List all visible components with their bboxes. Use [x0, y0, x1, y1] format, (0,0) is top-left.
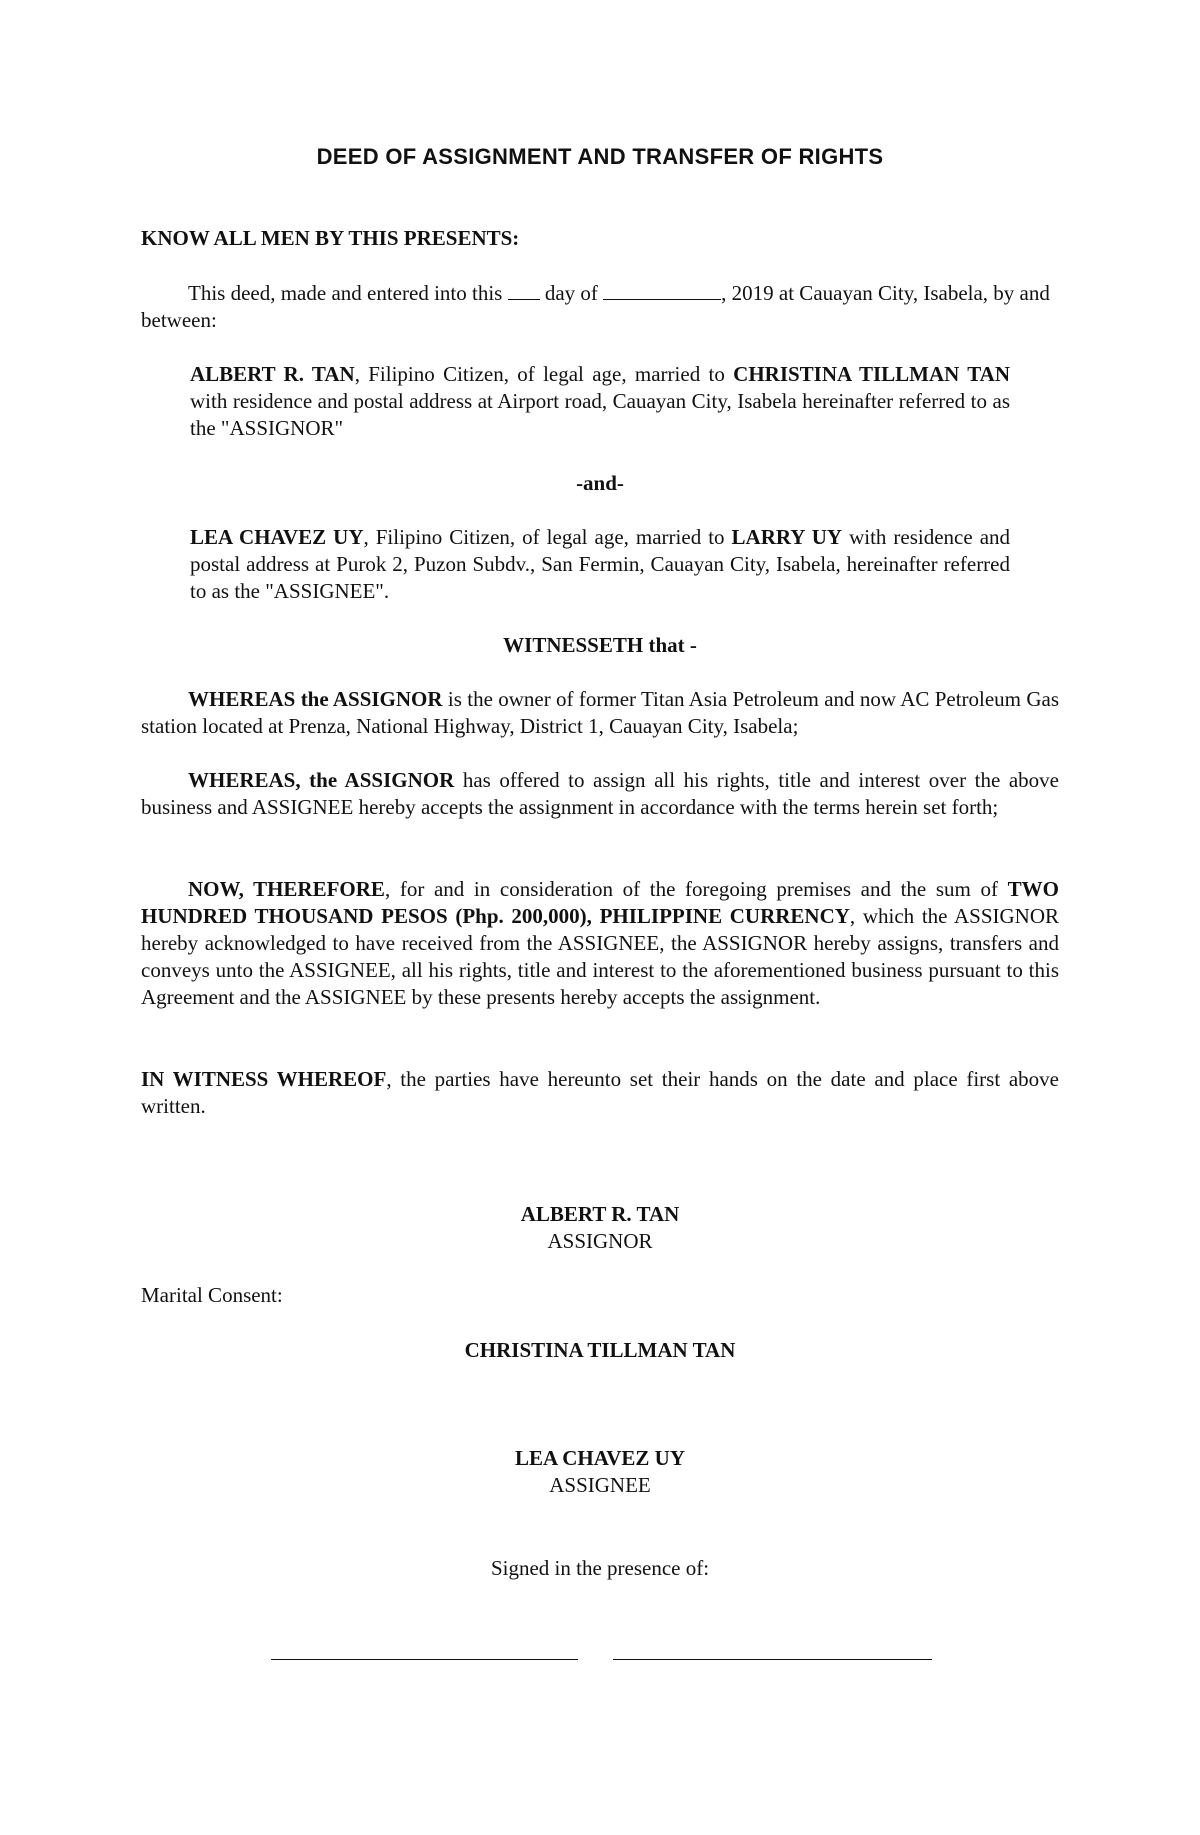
assignee-text-2: with residence and postal address at Purok 2, Puzon Subdv., San Fermin, Cauayan City, Isabela, hereinafter referred to as the "ASSIGNEE". [190, 525, 1011, 603]
intro-text-1: This deed, made and entered into this [188, 281, 503, 305]
in-witness-lead: IN WITNESS WHEREOF [141, 1067, 387, 1091]
and-separator: -and- [576, 471, 624, 495]
signed-presence-label: Signed in the presence of: [490, 1556, 710, 1580]
assignor-party-paragraph [190, 361, 1010, 442]
witness-signature-line-1 [271, 1659, 578, 1660]
assignor-name: ALBERT R. TAN [190, 362, 355, 386]
day-blank [508, 281, 540, 300]
witness-signature-line-2 [613, 1659, 932, 1660]
intro-text-3: , 2019 at Cauayan City, Isabela, by and between: [141, 281, 1050, 332]
whereas1-text: is the owner of former Titan Asia Petroleum and now AC Petroleum Gas station located at Prenza, National Highway, District 1, Cauayan City, Isabela; [141, 687, 1060, 738]
document-title: DEED OF ASSIGNMENT AND TRANSFER OF RIGHTS [316, 144, 884, 169]
assignor-signature-role: ASSIGNOR [547, 1229, 653, 1253]
spouse-signature-name: CHRISTINA TILLMAN TAN [464, 1338, 736, 1362]
whereas2-lead: WHEREAS, the ASSIGNOR [188, 768, 455, 792]
assignee-spouse-name: LARRY UY [731, 525, 843, 549]
assignee-name: LEA CHAVEZ UY [190, 525, 364, 549]
assignor-text-2: with residence and postal address at Airport road, Cauayan City, Isabela hereinafter referred to as the "ASSIGNOR" [190, 389, 1010, 440]
assignor-signature-name: ALBERT R. TAN [520, 1202, 680, 1226]
whereas2-text: has offered to assign all his rights, title and interest over the above business and ASSIGNEE hereby accepts the assignment in accordance with the terms herein set forth; [141, 768, 1060, 819]
whereas-paragraph-1 [141, 686, 1059, 740]
now-therefore-paragraph [141, 876, 1059, 1011]
assignee-text-1: , Filipino Citizen, of legal age, married to [363, 525, 725, 549]
intro-paragraph [141, 280, 1059, 334]
intro-text-2: day of [544, 281, 598, 305]
assignor-text-1: , Filipino Citizen, of legal age, married to [354, 362, 725, 386]
in-witness-paragraph [141, 1066, 1059, 1120]
now-therefore-text-1: , for and in consideration of the foregoing premises and the sum of [384, 877, 999, 901]
whereas1-lead: WHEREAS the ASSIGNOR [188, 687, 443, 711]
month-blank [603, 281, 721, 300]
witnesseth-heading: WITNESSETH that - [503, 633, 697, 657]
consideration-amount: TWO HUNDRED THOUSAND PESOS (Php. 200,000), PHILIPPINE CURRENCY [141, 877, 1059, 928]
assignor-spouse-name: CHRISTINA TILLMAN TAN [733, 362, 1011, 386]
assignee-signature-role: ASSIGNEE [549, 1473, 651, 1497]
whereas-paragraph-2 [141, 767, 1059, 821]
in-witness-text: , the parties have hereunto set their hands on the date and place first above written. [141, 1067, 1059, 1118]
marital-consent-label: Marital Consent: [141, 1283, 283, 1307]
know-all-heading: KNOW ALL MEN BY THIS PRESENTS: [141, 226, 520, 250]
now-therefore-lead: NOW, THEREFORE [188, 877, 385, 901]
assignee-signature-name: LEA CHAVEZ UY [515, 1446, 685, 1470]
assignee-party-paragraph [190, 524, 1010, 605]
now-therefore-text-2: , which the ASSIGNOR hereby acknowledged to have received from the ASSIGNEE, the ASSIGNOR hereby assigns, transfers and conveys unto the ASSIGNEE, all his rights, title and interest to the aforementioned business pursuant to this Agreement and the ASSIGNEE by these presents hereby accepts the assignment. [141, 904, 1059, 1009]
